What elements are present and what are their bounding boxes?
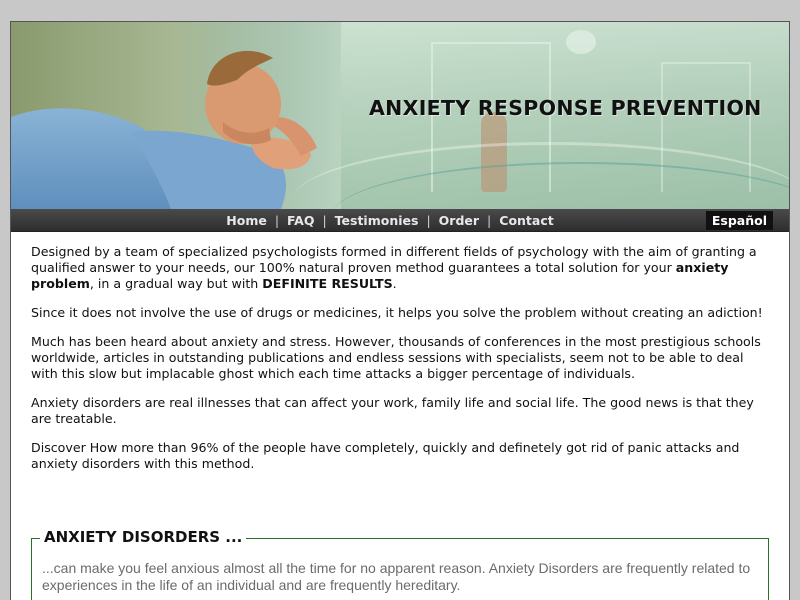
site-title: ANXIETY RESPONSE PREVENTION: [369, 96, 762, 120]
nav-home-link[interactable]: Home: [226, 213, 267, 228]
header-banner: [11, 22, 789, 209]
nav-testimonies-link[interactable]: Testimonies: [334, 213, 419, 228]
nav-separator: |: [426, 213, 431, 228]
main-nav: [11, 209, 789, 232]
nav-links: [11, 209, 789, 232]
no-drugs-paragraph: Since it does not involve the use of drugs or medicines, it helps you solve the problem without creating an adiction!: [31, 305, 763, 320]
treatable-paragraph: Anxiety disorders are real illnesses that can affect your work, family life and social life. The good news is that they are treatable.: [31, 395, 754, 426]
page-container: [10, 21, 790, 600]
nav-faq-link[interactable]: FAQ: [287, 213, 315, 228]
nav-order-link[interactable]: Order: [438, 213, 480, 228]
nav-separator: |: [274, 213, 280, 228]
nav-separator: |: [487, 213, 492, 228]
intro-paragraph: [31, 244, 771, 292]
banner-lamp-decoration: [566, 30, 596, 54]
anxiety-disorders-box: [31, 528, 769, 600]
discover-paragraph: Discover How more than 96% of the people have completely, quickly and definetely got rid of panic attacks and anxiety disorders with this method.: [31, 440, 740, 471]
intro-bold-definite-results: DEFINITE RESULTS: [262, 276, 393, 291]
language-espanol-link[interactable]: Español: [706, 211, 773, 230]
anxiety-stress-paragraph: Much has been heard about anxiety and stress. However, thousands of conferences in the most prestigious schools worldwide, articles in outstanding publications and endless sessions with specialists, seem not to be able to deal with this slow but implacable ghost which each time attacks a bigger percentage of individuals.: [31, 334, 761, 381]
banner-man-image: [11, 22, 341, 209]
main-content: [31, 244, 771, 485]
intro-text-a: Designed by a team of specialized psychologists formed in different fields of psychology with the aim of granting a qualified answer to your needs, our 100% natural proven method guarantees a total solution for your: [31, 244, 757, 275]
box-text: ...can make you feel anxious almost all the time for no apparent reason. Anxiety Disorders are frequently related to experiences in the life of an individual and are frequently hereditary.: [42, 560, 751, 593]
box-title: ANXIETY DISORDERS ...: [40, 528, 246, 546]
intro-text-c: .: [392, 276, 397, 291]
intro-bold-anxiety-problem: anxiety problem: [31, 260, 729, 291]
nav-contact-link[interactable]: Contact: [499, 213, 554, 228]
intro-text-b: , in a gradual way but with: [89, 276, 263, 291]
nav-separator: |: [322, 213, 327, 228]
